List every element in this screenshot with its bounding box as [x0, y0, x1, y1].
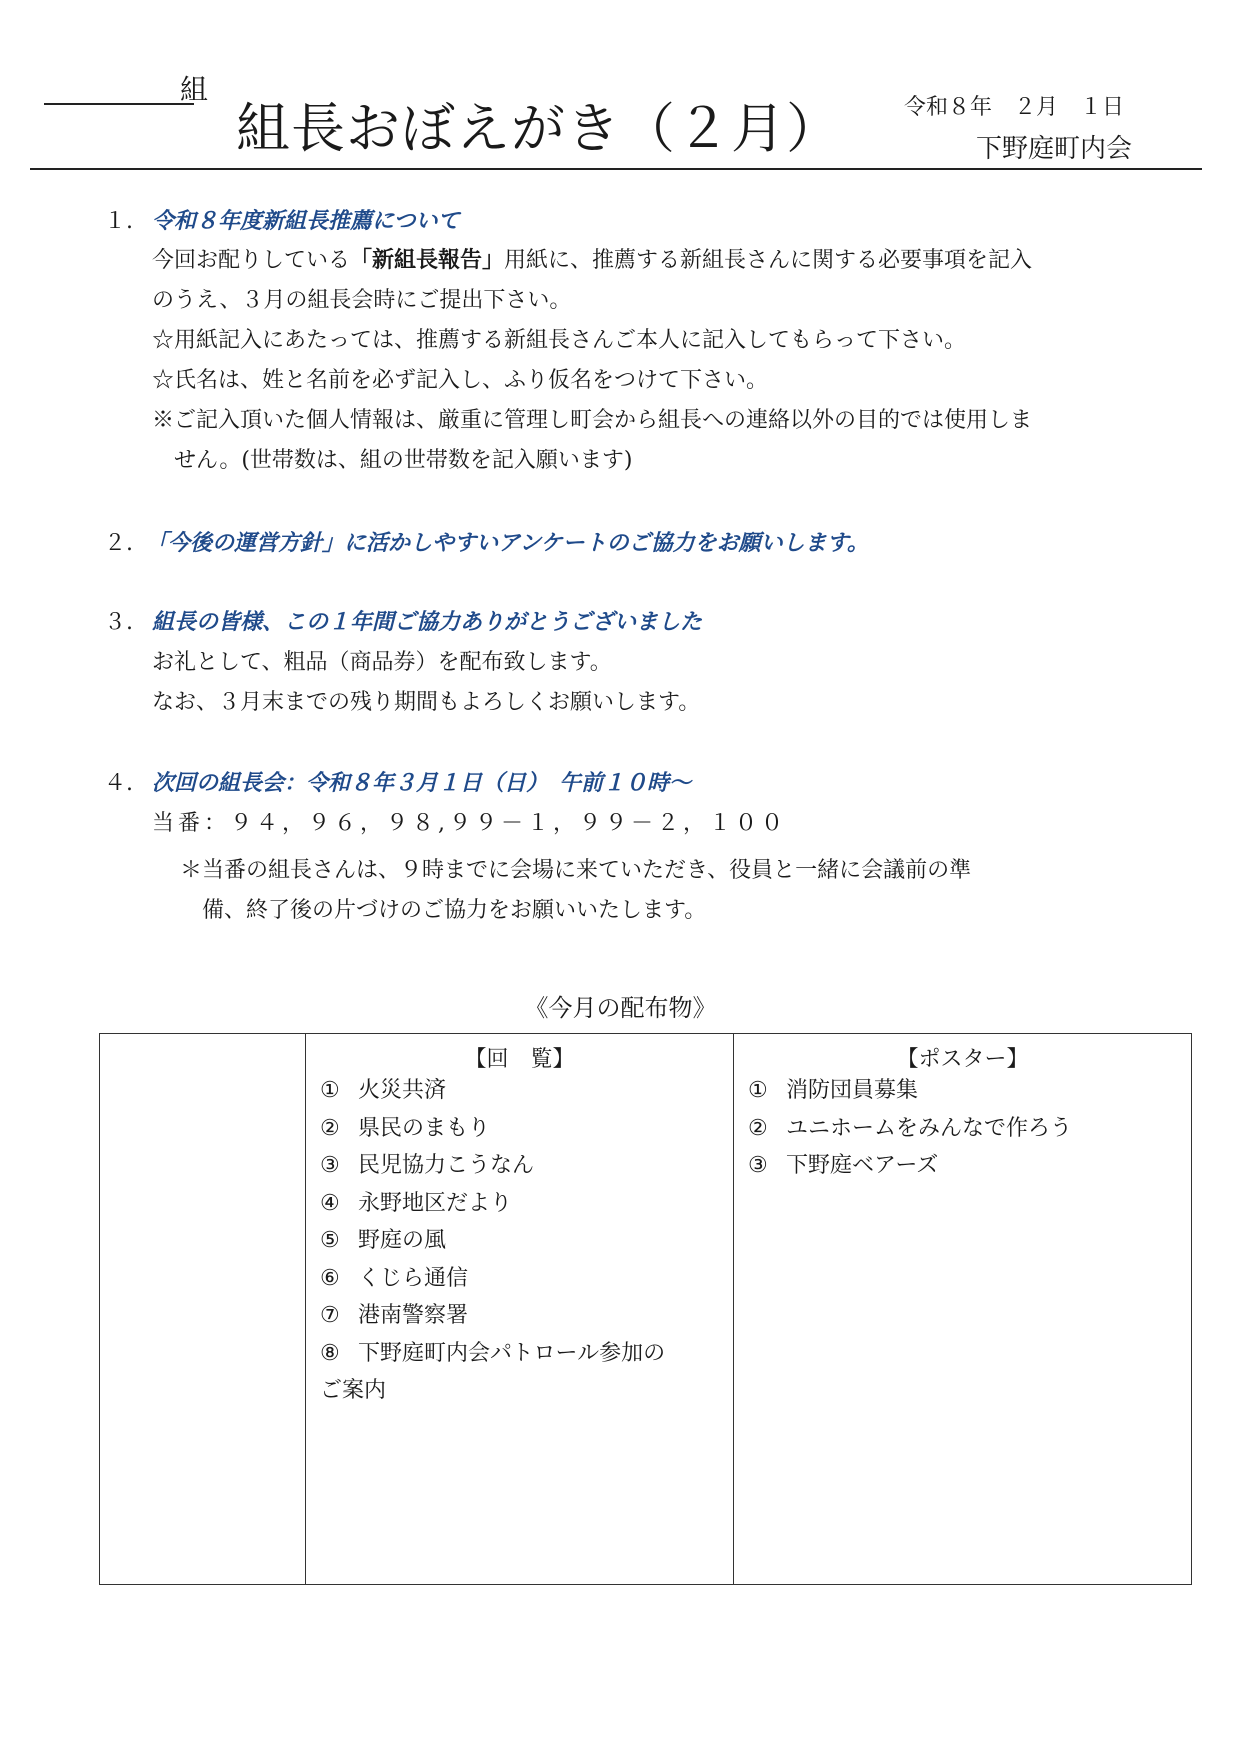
organization-name: 下野庭町内会 — [976, 134, 1133, 164]
section-4-note-line-2: 備、終了後の片づけのご協力をお願いいたします。 — [202, 898, 707, 923]
kairan-column — [306, 1034, 734, 1585]
kairan-item-continuation: ご案内 — [320, 1378, 387, 1403]
poster-column — [734, 1034, 1192, 1585]
section-4-duty-groups: 当番：９４，９６，９８,９９－１，９９－２，１００ — [152, 811, 787, 836]
kairan-header: 【回 覧】 — [464, 1047, 575, 1072]
section-1-line-1 — [152, 243, 1032, 274]
poster-item: ③ 下野庭ベアーズ — [748, 1153, 939, 1178]
kairan-item: ④ 永野地区だより — [320, 1190, 513, 1216]
poster-header: 【ポスター】 — [896, 1047, 1029, 1072]
section-1-line-5: ※ご記入頂いた個人情報は、厳重に管理し町会から組長への連絡以外の目的では使用しま — [152, 408, 1033, 433]
kairan-item: ⑤ 野庭の風 — [320, 1228, 447, 1253]
header-divider — [30, 168, 1202, 170]
section-3-line-2: なお、３月末までの残り期間もよろしくお願いします。 — [152, 690, 701, 715]
form-name-bold: 「新組長報告」 — [350, 247, 505, 273]
section-3-heading: 組長の皆様、この１年間ご協力ありがとうございました — [152, 610, 703, 635]
section-3-number: ３. — [104, 610, 133, 635]
kumi-label: 組 — [180, 73, 209, 106]
page-title: 組長おぼえがき（２月） — [236, 97, 841, 160]
kairan-item: ③ 民児協力こうなん — [320, 1153, 535, 1178]
section-1-line-2: のうえ、３月の組長会時にご提出下さい。 — [152, 288, 572, 313]
section-3-line-1: お礼として、粗品（商品券）を配布致します。 — [152, 650, 612, 675]
section-1-line-1-pre: 今回お配りしている — [152, 248, 351, 273]
section-4-number: ４. — [104, 771, 133, 796]
section-1-heading: 令和８年度新組長推薦について — [152, 209, 460, 234]
section-2-heading: 「今後の運営方針」に活かしやすいアンケートのご協力をお願いします。 — [146, 531, 869, 556]
section-1-line-4: ☆氏名は、姓と名前を必ず記入し、ふり仮名をつけて下さい。 — [152, 368, 769, 393]
kairan-item: ⑦ 港南警察署 — [320, 1303, 469, 1328]
kumi-underline — [44, 103, 194, 105]
distribution-empty-cell — [100, 1034, 306, 1585]
issue-date: 令和８年 ２月 １日 — [904, 95, 1125, 120]
section-4-note-line-1: ＊当番の組長さんは、９時までに会場に来ていただき、役員と一緒に会議前の準 — [180, 858, 972, 883]
kairan-item: ① 火災共済 — [320, 1078, 447, 1103]
distribution-table — [99, 1033, 1192, 1585]
section-4-heading: 次回の組長会：令和８年３月１日（日） 午前１０時～ — [152, 771, 692, 796]
section-2-number: ２. — [104, 531, 133, 556]
kairan-item: ② 県民のまもり — [320, 1115, 491, 1141]
distribution-caption: 《今月の配布物》 — [524, 994, 717, 1022]
poster-item: ② ユニホームをみんなで作ろう — [748, 1115, 1073, 1141]
section-1-number: １. — [104, 209, 133, 234]
section-1-line-3: ☆用紙記入にあたっては、推薦する新組長さんご本人に記入してもらって下さい。 — [152, 328, 967, 353]
section-1-line-1-post: 用紙に、推薦する新組長さんに関する必要事項を記入 — [504, 248, 1033, 273]
kairan-item: ⑧ 下野庭町内会パトロール参加の — [320, 1340, 666, 1366]
poster-item: ① 消防団員募集 — [748, 1078, 919, 1103]
section-1-line-6: せん。(世帯数は、組の世帯数を記入願います) — [174, 448, 633, 473]
kairan-item: ⑥ くじら通信 — [320, 1265, 469, 1291]
